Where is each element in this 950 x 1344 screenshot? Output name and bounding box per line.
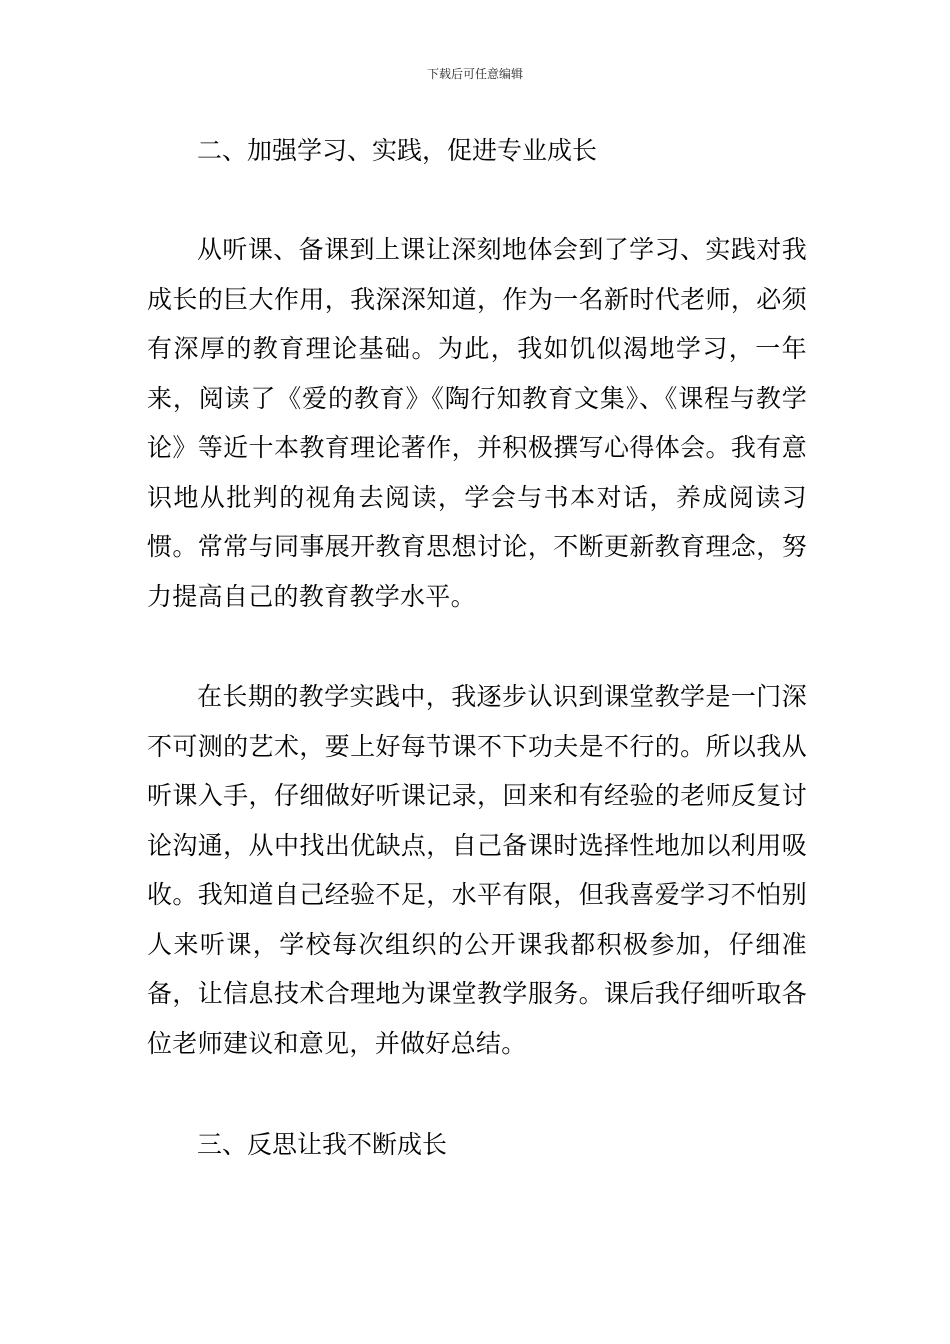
page-header: 下载后可任意编辑: [426, 67, 523, 81]
paragraph-teaching-practice: 在长期的教学实践中，我逐步认识到课堂教学是一门深不可测的艺术，要上好每节课不下功夫是不行的。所以我从听课入手，仔细做好听课记录，回来和有经验的老师反复讨论沟通，从中找出优缺点，自己备课时选择性地加以利用吸收。我知道自己经验不足，水平有限，但我喜爱学习不怕别人来听课，学校每次组织的公开课我都积极参加，仔细准备，让信息技术合理地为课堂教学服务。课后我仔细听取各位老师建议和意见，并做好总结。: [147, 682, 807, 1058]
section-heading-3: 三、反思让我不断成长: [197, 1130, 448, 1159]
paragraph-learning-practice: 从听课、备课到上课让深刻地体会到了学习、实践对我成长的巨大作用，我深深知道，作为一名新时代老师，必须有深厚的教育理论基础。为此，我如饥似渴地学习，一年来，阅读了《爱的教育》《陶行知教育文集》、《课程与教学论》等近十本教育理论著作，并积极撰写心得体会。我有意识地从批判的视角去阅读，学会与书本对话，养成阅读习惯。常常与同事展开教育思想讨论，不断更新教育理念，努力提高自己的教育教学水平。: [147, 235, 807, 611]
section-heading-2: 二、加强学习、实践，促进专业成长: [197, 136, 598, 165]
